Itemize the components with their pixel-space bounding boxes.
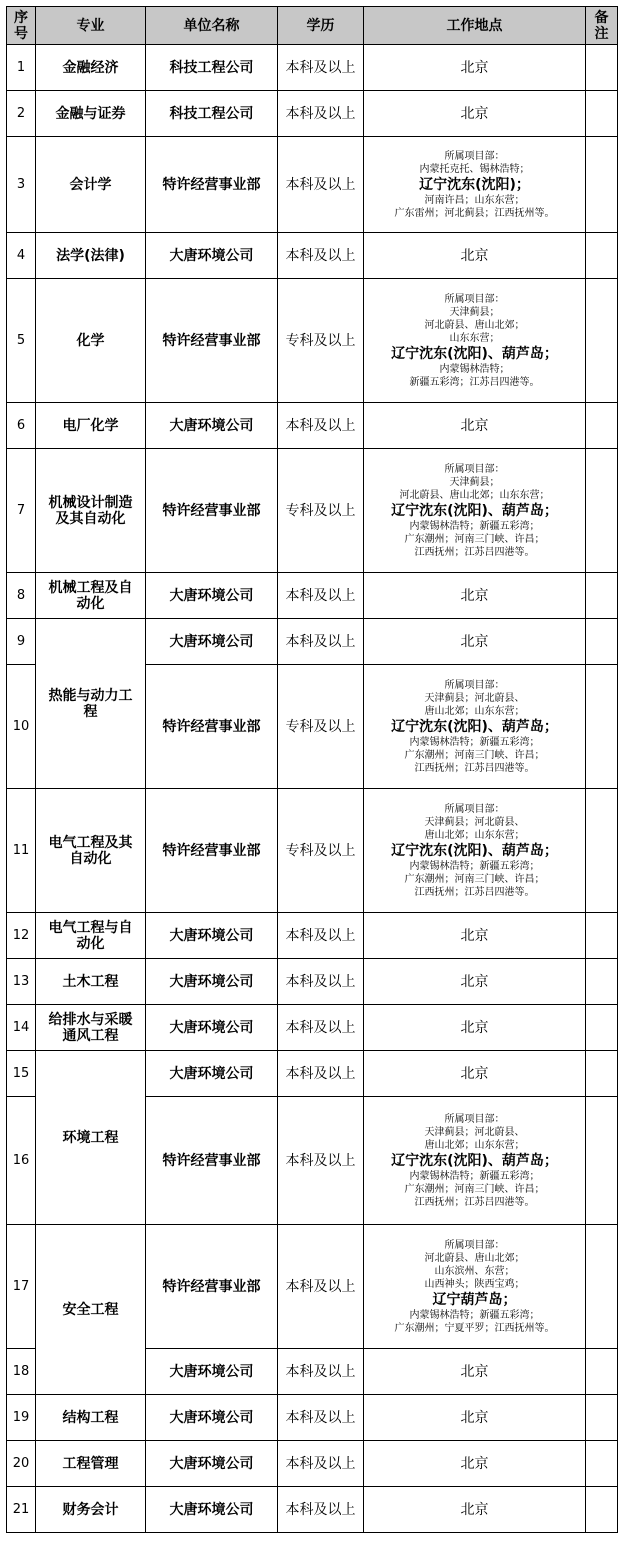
major-cell: 电厂化学: [36, 403, 146, 449]
location-line: 广东潮州；河南三门峡、许昌；: [404, 1183, 545, 1195]
remark-cell: [586, 137, 618, 233]
location-line-emphasis: 辽宁沈东(沈阳)、葫芦岛；: [391, 718, 558, 735]
major-cell: 机械设计制造 及其自动化: [36, 449, 146, 573]
location-line: 天津蓟县；河北蔚县、: [424, 816, 525, 828]
location-line: 广东雷州；河北蓟县；江西抚州等。: [394, 207, 555, 219]
location-cell: 北京: [364, 1395, 586, 1441]
unit-cell: 特许经营事业部: [146, 449, 278, 573]
row-number: 7: [7, 449, 36, 573]
education-cell: 本科及以上: [278, 45, 364, 91]
remark-cell: [586, 1051, 618, 1097]
location-line: 内蒙锡林浩特；新疆五彩湾；: [409, 860, 540, 872]
location-cell: 北京: [364, 1005, 586, 1051]
education-cell: 专科及以上: [278, 449, 364, 573]
location-line: 山东滨州、东营；: [434, 1265, 515, 1277]
location-line: 所属项目部：: [444, 150, 505, 162]
education-cell: 本科及以上: [278, 403, 364, 449]
location-cell: 北京: [364, 1487, 586, 1533]
row-number: 15: [7, 1051, 36, 1097]
location-cell: [364, 449, 586, 573]
location-line: 天津蓟县；: [449, 306, 500, 318]
location-line: 所属项目部：: [444, 1113, 505, 1125]
major-cell: 工程管理: [36, 1441, 146, 1487]
location-line: 所属项目部：: [444, 463, 505, 475]
table-row: [7, 619, 618, 665]
location-line: 江西抚州；江苏吕四港等。: [414, 546, 535, 558]
row-number: 14: [7, 1005, 36, 1051]
row-number: 17: [7, 1225, 36, 1349]
location-cell: 北京: [364, 91, 586, 137]
row-number: 10: [7, 665, 36, 789]
unit-cell: 大唐环境公司: [146, 913, 278, 959]
education-cell: 本科及以上: [278, 1051, 364, 1097]
remark-cell: [586, 1005, 618, 1051]
table-row: [7, 959, 618, 1005]
row-number: 21: [7, 1487, 36, 1533]
remark-cell: [586, 959, 618, 1005]
unit-cell: 大唐环境公司: [146, 233, 278, 279]
location-cell: [364, 1225, 586, 1349]
location-line: 天津蓟县；: [449, 476, 500, 488]
location-cell: [364, 1097, 586, 1225]
major-cell: 电气工程及其 自动化: [36, 789, 146, 913]
location-cell: 北京: [364, 1441, 586, 1487]
row-number: 3: [7, 137, 36, 233]
location-line: 内蒙锡林浩特；: [439, 363, 510, 375]
location-line: 所属项目部：: [444, 1239, 505, 1251]
remark-cell: [586, 1487, 618, 1533]
location-line: 天津蓟县；河北蔚县、: [424, 692, 525, 704]
unit-cell: 大唐环境公司: [146, 1441, 278, 1487]
row-number: 9: [7, 619, 36, 665]
education-cell: 本科及以上: [278, 1395, 364, 1441]
table-row: [7, 45, 618, 91]
education-cell: 本科及以上: [278, 619, 364, 665]
major-cell: 金融经济: [36, 45, 146, 91]
table-row: [7, 1225, 618, 1349]
major-cell: 金融与证券: [36, 91, 146, 137]
remark-cell: [586, 1225, 618, 1349]
row-number: 4: [7, 233, 36, 279]
major-cell: 给排水与采暖 通风工程: [36, 1005, 146, 1051]
location-line: 河北蔚县、唐山北郊；: [424, 1252, 525, 1264]
major-cell: 会计学: [36, 137, 146, 233]
remark-cell: [586, 45, 618, 91]
location-line: 河北蔚县、唐山北郊；: [424, 319, 525, 331]
remark-cell: [586, 619, 618, 665]
unit-cell: 大唐环境公司: [146, 1487, 278, 1533]
location-line: 所属项目部：: [444, 679, 505, 691]
row-number: 2: [7, 91, 36, 137]
location-line: 内蒙锡林浩特；新疆五彩湾；: [409, 520, 540, 532]
unit-cell: 特许经营事业部: [146, 137, 278, 233]
location-line: 所属项目部：: [444, 803, 505, 815]
major-cell: 财务会计: [36, 1487, 146, 1533]
table-row: [7, 1441, 618, 1487]
header-location: 工作地点: [364, 7, 586, 45]
remark-cell: [586, 573, 618, 619]
header-index: 序 号: [7, 7, 36, 45]
row-number: 20: [7, 1441, 36, 1487]
location-line: 内蒙锡林浩特；新疆五彩湾；: [409, 736, 540, 748]
remark-cell: [586, 233, 618, 279]
unit-cell: 大唐环境公司: [146, 1395, 278, 1441]
location-cell: 北京: [364, 403, 586, 449]
location-line-emphasis: 辽宁沈东(沈阳)、葫芦岛；: [391, 842, 558, 859]
header-row: [7, 7, 618, 45]
unit-cell: 特许经营事业部: [146, 1225, 278, 1349]
education-cell: 本科及以上: [278, 1349, 364, 1395]
recruitment-table: [6, 6, 618, 1533]
remark-cell: [586, 449, 618, 573]
location-line: 广东潮州；宁夏平罗；江西抚州等。: [394, 1322, 555, 1334]
location-line: 内蒙锡林浩特；新疆五彩湾；: [409, 1170, 540, 1182]
location-line: 江西抚州；江苏吕四港等。: [414, 1196, 535, 1208]
location-line: 江西抚州；江苏吕四港等。: [414, 886, 535, 898]
table-row: [7, 1487, 618, 1533]
major-cell: 环境工程: [36, 1051, 146, 1225]
table-row: [7, 1005, 618, 1051]
location-line: 所属项目部：: [444, 293, 505, 305]
remark-cell: [586, 91, 618, 137]
header-unit: 单位名称: [146, 7, 278, 45]
row-number: 18: [7, 1349, 36, 1395]
remark-cell: [586, 1441, 618, 1487]
unit-cell: 特许经营事业部: [146, 665, 278, 789]
location-line: 天津蓟县；河北蔚县、: [424, 1126, 525, 1138]
location-line: 江西抚州；江苏吕四港等。: [414, 762, 535, 774]
education-cell: 本科及以上: [278, 959, 364, 1005]
location-cell: 北京: [364, 913, 586, 959]
table-row: [7, 1395, 618, 1441]
education-cell: 本科及以上: [278, 1225, 364, 1349]
education-cell: 本科及以上: [278, 1005, 364, 1051]
location-line: 山西神头；陕西宝鸡；: [424, 1278, 525, 1290]
unit-cell: 大唐环境公司: [146, 1349, 278, 1395]
education-cell: 专科及以上: [278, 665, 364, 789]
row-number: 12: [7, 913, 36, 959]
row-number: 19: [7, 1395, 36, 1441]
table-row: [7, 233, 618, 279]
education-cell: 本科及以上: [278, 1441, 364, 1487]
major-cell: 结构工程: [36, 1395, 146, 1441]
location-line: 新疆五彩湾；江苏吕四港等。: [409, 376, 540, 388]
location-cell: 北京: [364, 573, 586, 619]
row-number: 6: [7, 403, 36, 449]
row-number: 13: [7, 959, 36, 1005]
row-number: 1: [7, 45, 36, 91]
remark-cell: [586, 789, 618, 913]
remark-cell: [586, 1395, 618, 1441]
table-row: [7, 573, 618, 619]
major-cell: 化学: [36, 279, 146, 403]
major-cell: 电气工程与自 动化: [36, 913, 146, 959]
location-line: 河北蔚县、唐山北郊；山东东营；: [399, 489, 550, 501]
location-line: 广东潮州；河南三门峡、许昌；: [404, 533, 545, 545]
location-line-emphasis: 辽宁沈东(沈阳)、葫芦岛；: [391, 345, 558, 362]
location-cell: 北京: [364, 233, 586, 279]
unit-cell: 大唐环境公司: [146, 1051, 278, 1097]
table-row: [7, 403, 618, 449]
header-education: 学历: [278, 7, 364, 45]
row-number: 16: [7, 1097, 36, 1225]
location-line: 唐山北郊；山东东营；: [424, 829, 525, 841]
unit-cell: 特许经营事业部: [146, 279, 278, 403]
location-cell: [364, 137, 586, 233]
location-cell: [364, 665, 586, 789]
location-line: 广东潮州；河南三门峡、许昌；: [404, 873, 545, 885]
remark-cell: [586, 279, 618, 403]
remark-cell: [586, 1097, 618, 1225]
education-cell: 本科及以上: [278, 137, 364, 233]
unit-cell: 大唐环境公司: [146, 959, 278, 1005]
education-cell: 本科及以上: [278, 1487, 364, 1533]
education-cell: 本科及以上: [278, 913, 364, 959]
unit-cell: 特许经营事业部: [146, 1097, 278, 1225]
location-line: 山东东营；: [449, 332, 500, 344]
location-line: 唐山北郊；山东东营；: [424, 1139, 525, 1151]
major-cell: 机械工程及自 动化: [36, 573, 146, 619]
location-line: 唐山北郊；山东东营；: [424, 705, 525, 717]
major-cell: 法学(法律): [36, 233, 146, 279]
education-cell: 专科及以上: [278, 789, 364, 913]
location-line-emphasis: 辽宁沈东(沈阳)、葫芦岛；: [391, 502, 558, 519]
unit-cell: 大唐环境公司: [146, 403, 278, 449]
major-cell: 热能与动力工 程: [36, 619, 146, 789]
location-line-emphasis: 辽宁沈东(沈阳)、葫芦岛；: [391, 1152, 558, 1169]
remark-cell: [586, 665, 618, 789]
location-cell: [364, 279, 586, 403]
row-number: 11: [7, 789, 36, 913]
unit-cell: 科技工程公司: [146, 45, 278, 91]
table-row: [7, 913, 618, 959]
table-row: [7, 137, 618, 233]
location-line: 内蒙锡林浩特；新疆五彩湾；: [409, 1309, 540, 1321]
major-cell: 安全工程: [36, 1225, 146, 1395]
table-row: [7, 91, 618, 137]
remark-cell: [586, 403, 618, 449]
unit-cell: 大唐环境公司: [146, 573, 278, 619]
education-cell: 本科及以上: [278, 1097, 364, 1225]
education-cell: 本科及以上: [278, 573, 364, 619]
education-cell: 本科及以上: [278, 233, 364, 279]
unit-cell: 科技工程公司: [146, 91, 278, 137]
location-line: 河南许昌；山东东营；: [424, 194, 525, 206]
major-cell: 土木工程: [36, 959, 146, 1005]
location-line: 内蒙托克托、锡林浩特；: [419, 163, 530, 175]
education-cell: 专科及以上: [278, 279, 364, 403]
remark-cell: [586, 913, 618, 959]
row-number: 5: [7, 279, 36, 403]
location-cell: 北京: [364, 959, 586, 1005]
unit-cell: 大唐环境公司: [146, 619, 278, 665]
remark-cell: [586, 1349, 618, 1395]
row-number: 8: [7, 573, 36, 619]
table-row: [7, 1051, 618, 1097]
table-row: [7, 789, 618, 913]
unit-cell: 特许经营事业部: [146, 789, 278, 913]
unit-cell: 大唐环境公司: [146, 1005, 278, 1051]
table-row: [7, 449, 618, 573]
location-cell: 北京: [364, 1051, 586, 1097]
location-cell: 北京: [364, 45, 586, 91]
location-line-emphasis: 辽宁沈东(沈阳)；: [419, 176, 530, 193]
location-cell: 北京: [364, 619, 586, 665]
header-major: 专业: [36, 7, 146, 45]
location-line-emphasis: 辽宁葫芦岛；: [432, 1291, 517, 1308]
education-cell: 本科及以上: [278, 91, 364, 137]
location-line: 广东潮州；河南三门峡、许昌；: [404, 749, 545, 761]
location-cell: [364, 789, 586, 913]
header-remark: 备 注: [586, 7, 618, 45]
table-row: [7, 279, 618, 403]
location-cell: 北京: [364, 1349, 586, 1395]
